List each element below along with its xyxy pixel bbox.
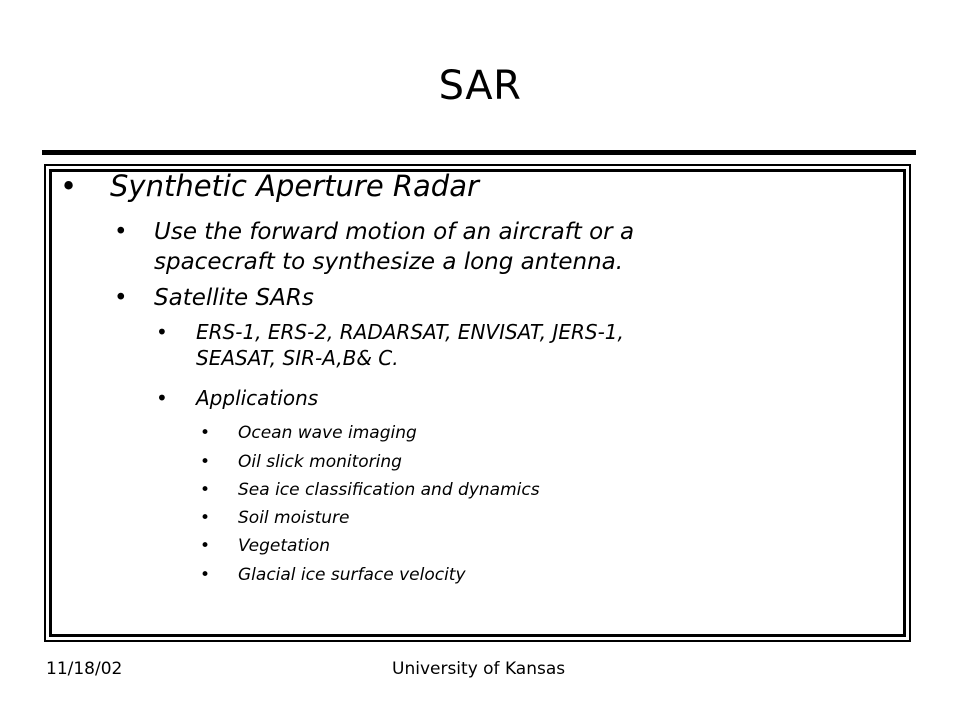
bullet-icon: • bbox=[200, 423, 211, 443]
bullet-icon: • bbox=[156, 386, 168, 410]
application-item: Ocean wave imaging bbox=[238, 423, 417, 443]
applications-label: Applications bbox=[196, 386, 319, 410]
bullet-icon: • bbox=[60, 169, 78, 203]
point-forward-motion-line2: spacecraft to synthesize a long antenna. bbox=[154, 249, 624, 275]
point-forward-motion-line1: Use the forward motion of an aircraft or a bbox=[154, 219, 635, 245]
footer-organization: University of Kansas bbox=[392, 659, 566, 679]
satellite-list-line2: SEASAT, SIR-A,B& C. bbox=[196, 346, 399, 370]
application-item: Vegetation bbox=[238, 536, 330, 556]
bullet-icon: • bbox=[200, 452, 211, 472]
slide-title: SAR bbox=[438, 63, 522, 109]
bullet-icon: • bbox=[200, 508, 211, 528]
satellite-list-line1: ERS-1, ERS-2, RADARSAT, ENVISAT, JERS-1, bbox=[196, 320, 624, 344]
title-divider bbox=[42, 150, 916, 155]
bullet-icon: • bbox=[200, 480, 211, 500]
footer-date: 11/18/02 bbox=[46, 659, 123, 679]
point-satellite-sars: Satellite SARs bbox=[154, 285, 314, 311]
bullet-icon: • bbox=[200, 565, 211, 585]
application-item: Glacial ice surface velocity bbox=[238, 565, 466, 585]
bullet-icon: • bbox=[156, 320, 168, 344]
heading-synthetic-aperture-radar: Synthetic Aperture Radar bbox=[110, 169, 479, 203]
bullet-icon: • bbox=[114, 285, 128, 311]
bullet-icon: • bbox=[114, 219, 128, 245]
application-item: Soil moisture bbox=[238, 508, 350, 528]
application-item: Sea ice classification and dynamics bbox=[238, 480, 540, 500]
application-item: Oil slick monitoring bbox=[238, 452, 402, 472]
bullet-icon: • bbox=[200, 536, 211, 556]
